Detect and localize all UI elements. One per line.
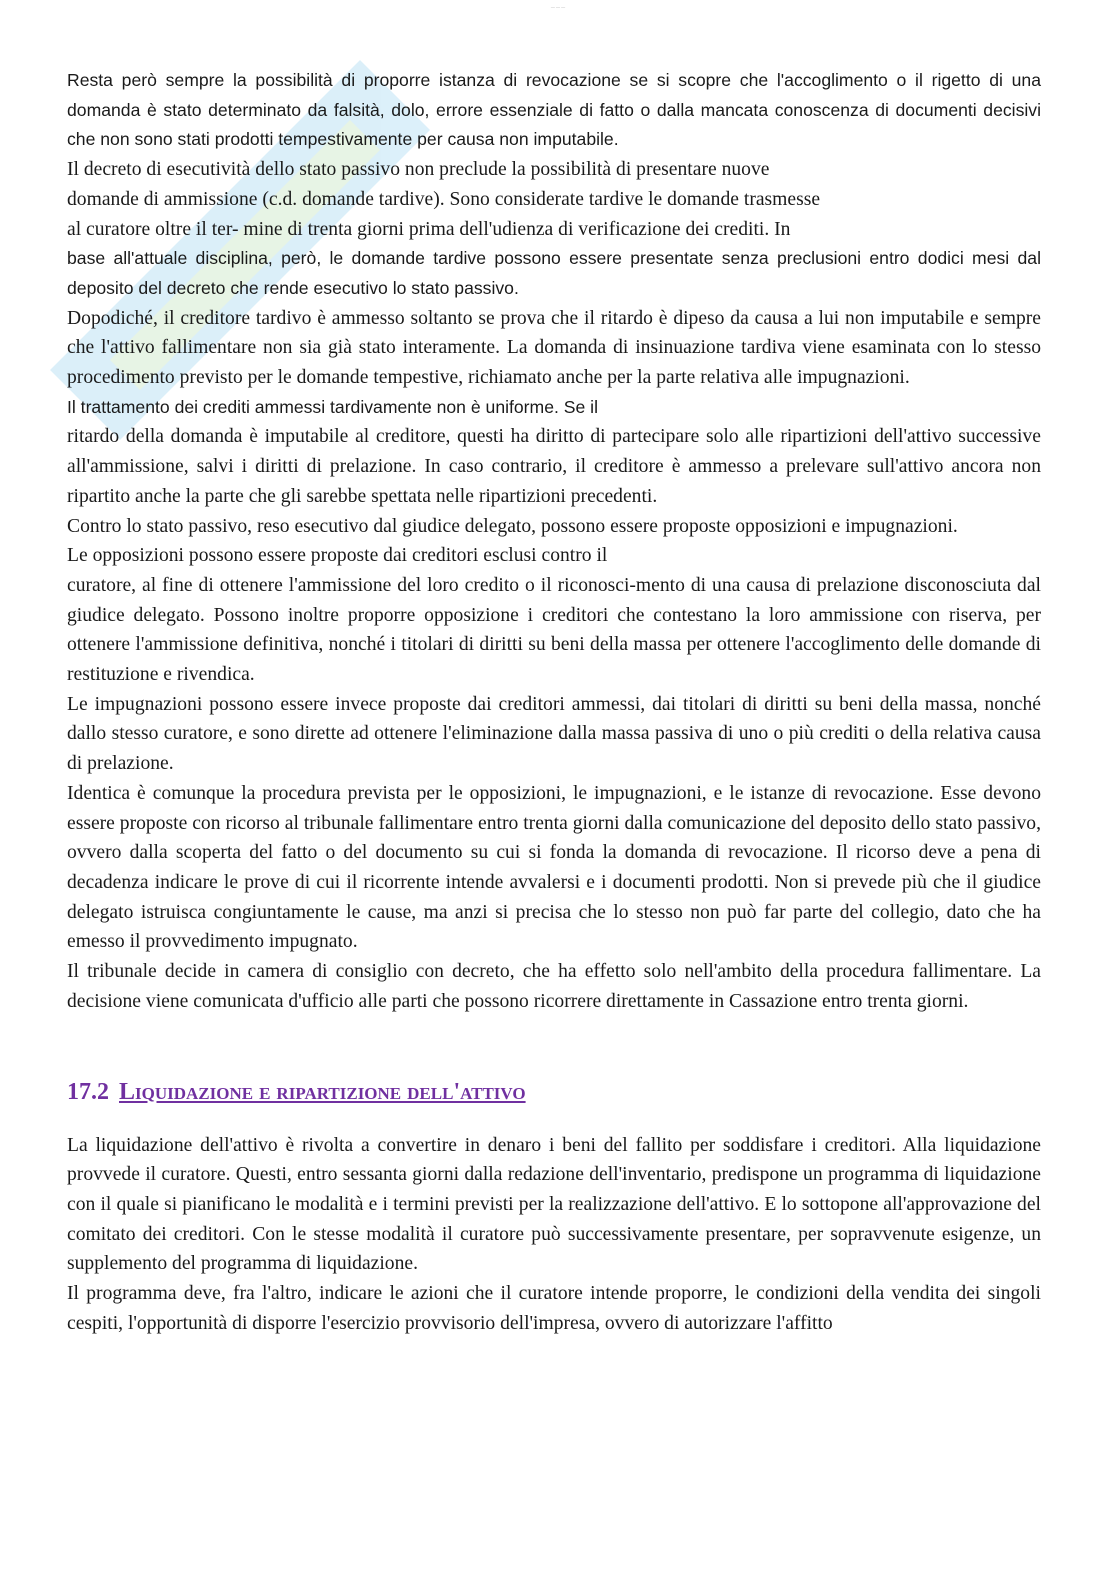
paragraph-procedura: Identica è comunque la procedura prevista per le opposizioni, le impugnazioni, e le istanze di revocazione. Esse devono essere proposte con ricorso al tribunale fallimentare entro trenta giorni dalla comunicazione del deposito dello stato passivo, ovvero dalla scoperta del fatto o del documento su cui si fonda la domanda di revocazione. Il ricorso deve a pena di decadenza indicare le prove di cui il ricorrente intende avvalersi e i documenti prodotti. Non si prevede più che il giudice delegato istruisca congiuntamente le cause, ma anzi si precisa che lo stesso non può far parte del collegio, dato che ha emesso il provvedimento impugnato. (67, 782, 1041, 953)
paragraph-tribunale: Il tribunale decide in camera di consiglio con decreto, che ha effetto solo nell'ambito della procedura fallimentare. La decisione viene comunicata d'ufficio alle parti che possono ricorrere direttamente in Cassazione entro trenta giorni. (67, 961, 1041, 1012)
paragraph-liquidazione: La liquidazione dell'attivo è rivolta a convertire in denaro i beni del fallito per soddisfare i creditori. Alla liquidazione provvede il curatore. Questi, entro sessanta giorni dalla redazione dell'inventario, predispone un programma di liquidazione con il quale si pianificano le modalità e i termini previsti per la realizzazione dell'attivo. E lo sottopone all'approvazione del comitato dei creditori. Con le stesse modalità il curatore può successivamente presentare, per sopravvenute esigenze, un supplemento del programma di liquidazione. (67, 1134, 1041, 1275)
paragraph-impugnazioni: Le impugnazioni possono essere invece proposte dai creditori ammessi, dai titolari di diritti su beni della massa, nonché dallo stesso curatore, e sono dirette ad ottenere l'eliminazione dalla massa passiva di uno o più crediti o della relativa causa di prelazione. (67, 693, 1041, 775)
paragraph-contro-stato-passivo: Contro lo stato passivo, reso esecutivo dal giudice delegato, possono essere proposte opposizioni e impugnazioni. (67, 515, 958, 537)
paragraph-opposizioni-intro: Le opposizioni possono essere proposte dai creditori esclusi contro il (67, 545, 608, 567)
paragraph-revocazione: Resta però sempre la possibilità di proporre istanza di revocazione se si scopre che l'accoglimento o il rigetto di una domanda è stato determinato da falsità, dolo, errore essenziale di fatto o dalla mancata conoscenza di documenti decisivi che non sono stati prodotti tempestivamente per causa non imputabile. (67, 70, 1041, 150)
section-title: Liquidazione e ripartizione dell'attivo (119, 1078, 526, 1105)
paragraph-opposizioni: curatore, al fine di ottenere l'ammissione del loro credito o il riconosci-mento di una causa di prelazione disconosciuta dal giudice delegato. Possono inoltre proporre opposizione i creditori che contestano la loro ammissione con riserva, per ottenere l'ammissione definitiva, nonché i titolari di diritti su beni della massa per ottenere l'accoglimento delle domande di restituzione e rivendica. (67, 574, 1041, 686)
document-body (67, 66, 1041, 1338)
paragraph-ritardo-domanda: ritardo della domanda è imputabile al creditore, questi ha diritto di partecipare solo alle ripartizioni dell'attivo successive all'ammissione, salvi i diritti di prelazione. In caso contrario, il creditore è ammesso a prelevare sull'attivo ancora non ripartito anche la parte che gli sarebbe spettata nelle ripartizioni precedenti. (67, 426, 1041, 507)
section-heading (67, 1075, 1041, 1109)
header-mark: — — — (550, 4, 566, 9)
paragraph-trattamento-crediti: Il trattamento dei crediti ammessi tardivamente non è uniforme. Se il (67, 396, 598, 417)
paragraph-programma: Il programma deve, fra l'altro, indicare le azioni che il curatore intende proporre, le condizioni della vendita dei singoli cespiti, l'opportunità di disporre l'esercizio provvisorio dell'impresa, ovvero di autorizzare l'affitto (67, 1283, 1041, 1334)
paragraph-domande-tardive: Il decreto di esecutività dello stato passivo non preclude la possibilità di presentare nuove domande di ammissione (c.d. domande tardive). Sono considerate tardive le domande trasmesse al curatore oltre il ter- mine di trenta giorni prima dell'udienza di verificazione dei crediti. In (67, 159, 821, 240)
paragraph-attuale-disciplina: base all'attuale disciplina, però, le domande tardive possono essere presentate senza preclusioni entro dodici mesi dal deposito del decreto che rende esecutivo lo stato passivo. (67, 248, 1041, 298)
section-number: 17.2 (67, 1078, 109, 1105)
paragraph-creditore-tardivo: Dopodiché, il creditore tardivo è ammesso soltanto se prova che il ritardo è dipeso da causa a lui non imputabile e sempre che l'attivo fallimentare non sia già stato interamente. La domanda di insinuazione tardiva viene esaminata con lo stesso procedimento previsto per le domande tempestive, richiamato anche per la parte relativa alle impugnazioni. (67, 307, 1041, 389)
